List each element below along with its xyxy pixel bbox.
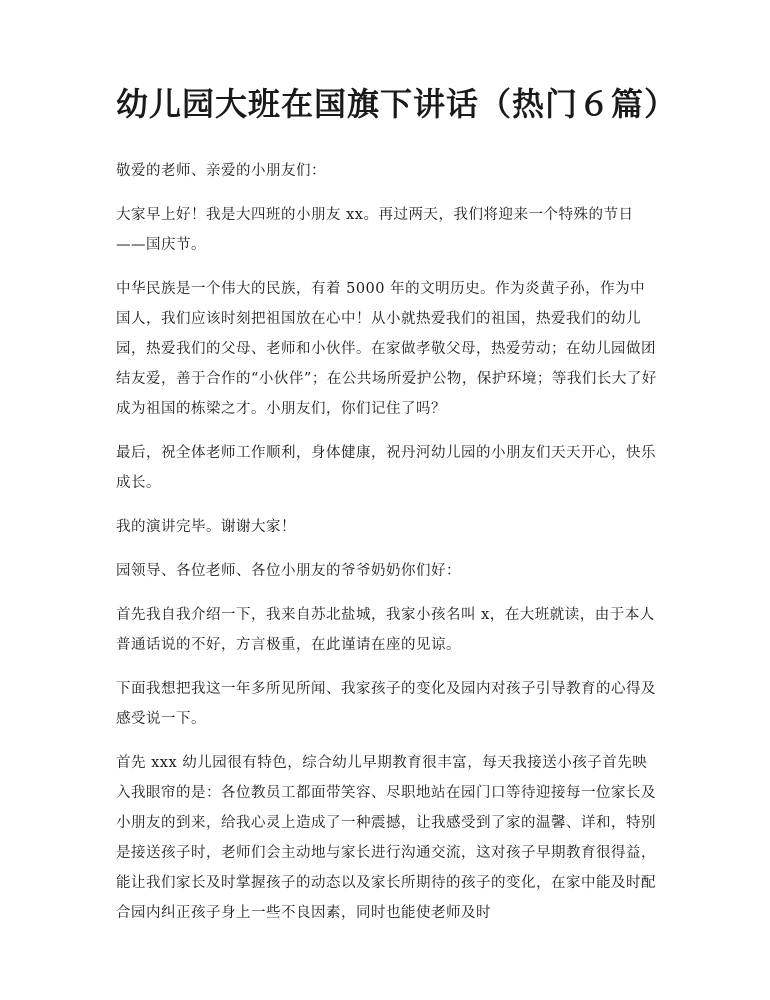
paragraph-intro: 大家早上好！我是大四班的小朋友 xx。再过两天，我们将迎来一个特殊的节日——国庆节。 [116, 207, 634, 253]
paragraph-body: 中华民族是一个伟大的民族，有着 5000 年的文明历史。作为炎黄子孙，作为中国人，我们应该时刻把祖国放在心中！从小就热爱我们的祖国，热爱我们的幼儿园，热爱我们的父母、老师和小伙伴。在家做孝敬父母，热爱劳动；在幼儿园做团结友爱，善于合作的“小伙伴”；在公共场所爱护公物，保护环境；等我们长大了好成为祖国的栋梁之才。小朋友们，你们记住了吗？ [116, 281, 657, 417]
paragraph-thanks: 我的演讲完毕。谢谢大家！ [116, 519, 296, 535]
paragraph-self-intro: 首先我自我介绍一下，我来自苏北盐城，我家小孩名叫 x，在大班就读，由于本人普通话说的不好，方言极重，在此谨请在座的见谅。 [116, 607, 655, 653]
paragraph-kindergarten: 首先 xxx 幼儿园很有特色，综合幼儿早期教育很丰富，每天我接送小孩子首先映入我眼帘的是：各位教员工都面带笑容、尽职地站在园门口等待迎接每一位家长及小朋友的到来，给我心灵上造成了一种震撼，让我感受到了家的温馨、详和，特别是接送孩子时，老师们会主动地与家长进行沟通交流，这对孩子早期教育很得益，能让我们家长及时掌握孩子的动态以及家长所期待的孩子的变化，在家中能及时配合园内纠正孩子身上一些不良因素，同时也能使老师及时 [116, 755, 656, 921]
paragraph-closing: 最后，祝全体老师工作顺利，身体健康，祝丹河幼儿园的小朋友们天天开心，快乐成长。 [116, 445, 656, 491]
document-title: 幼儿园大班在国旗下讲话（热门６篇） [116, 85, 678, 123]
paragraph-transition: 下面我想把我这一年多所见所闻、我家孩子的变化及园内对孩子引导教育的心得及感受说一下。 [116, 681, 656, 727]
document-page [116, 82, 678, 942]
paragraph-greeting: 敬爱的老师、亲爱的小朋友们： [116, 163, 326, 179]
paragraph-greeting-2: 园领导、各位老师、各位小朋友的爷爷奶奶你们好： [116, 563, 461, 579]
